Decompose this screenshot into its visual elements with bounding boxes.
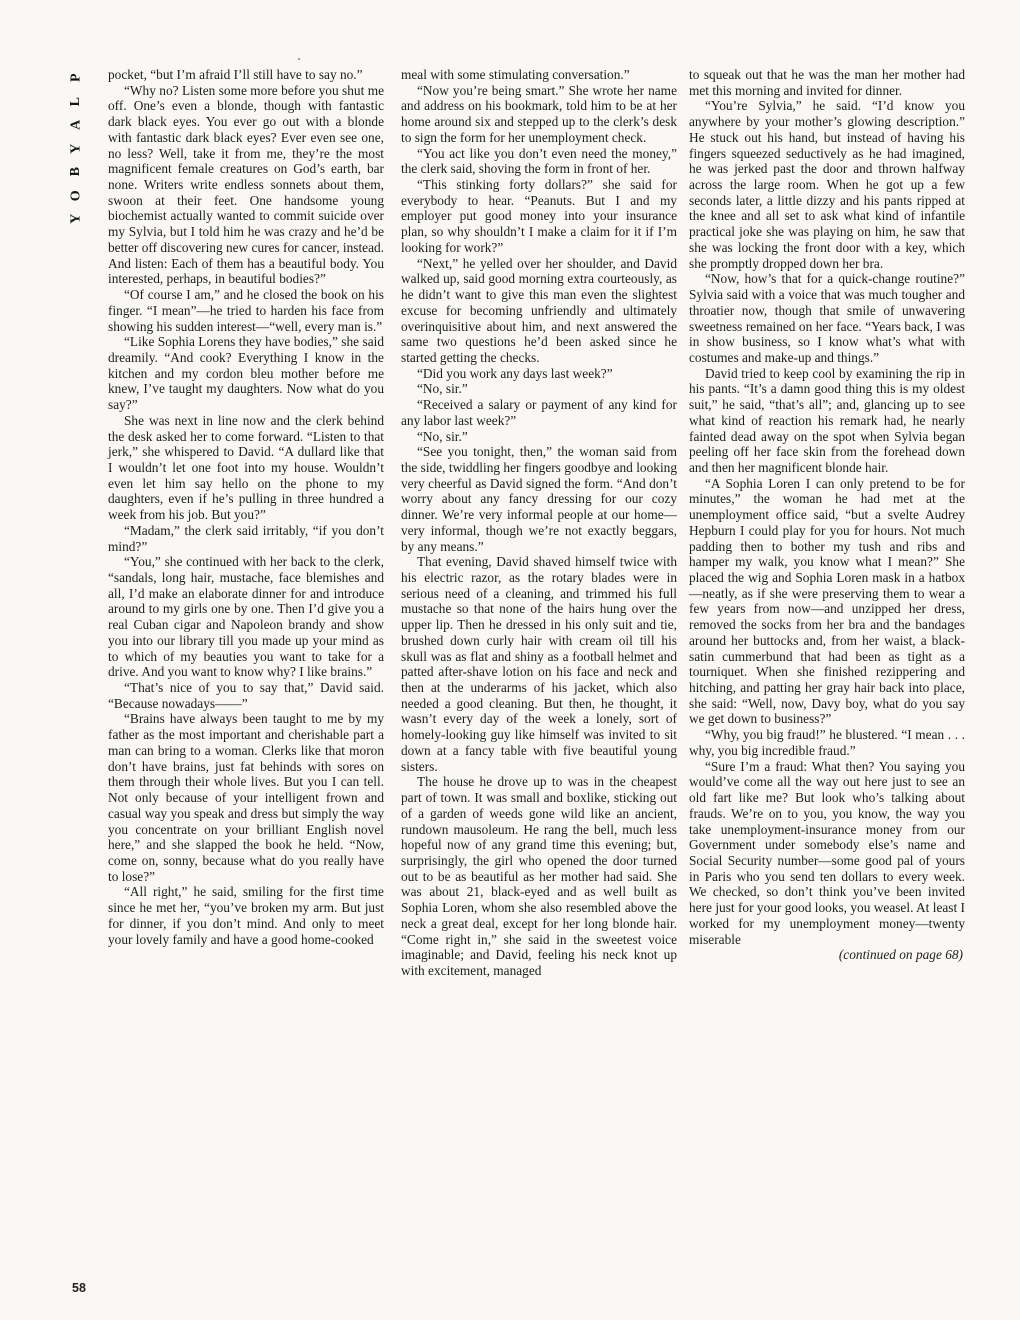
text-column-1 — [108, 67, 384, 947]
masthead-letter: A — [68, 119, 84, 130]
print-speck — [298, 58, 300, 60]
article-paragraph: “Why no? Listen some more before you shut me off. One’s even a blonde, though with fantastic dark black eyes. You ever go out with a blonde with fantastic dark black eyes? Ever even see one, no less? Well, take it from me, they’re the most magnificent female creatures on God’s earth, bar none. Writers write endless sonnets about them, swoon at their feet. One handsome young biochemist actually wanted to commit suicide over my Sylvia, but I told him he was crazy and he’d be better off discovering new cures for cancer, instead. And listen: Each of them has a beautiful body. You interested, perhaps, in beautiful bodies?” — [108, 82, 384, 287]
masthead-letter: L — [68, 96, 84, 106]
article-paragraph: “See you tonight, then,” the woman said from the side, twiddling her fingers goodbye and looking very cheerful as David signed the form. “And don’t worry about any fancy dressing for our cozy dinner. We’re very informal people at our home—very informal, though we’re not exactly beggars, by any means.” — [401, 444, 677, 554]
article-paragraph: “Why, you big fraud!” he blustered. “I mean . . . why, you big incredible fraud.” — [689, 727, 965, 758]
masthead-letter: B — [68, 167, 84, 177]
masthead-letter: Y — [68, 213, 84, 224]
article-paragraph: That evening, David shaved himself twice with his electric razor, as the rotary blades were in serious need of a cleaning, and trimmed his full mustache so that none of the hairs hung over the upper lip. Then he dressed in his only suit and tie, brushed down curly hair with cream oil till his skull was as flat and shiny as a football helmet and patted after-shave lotion on his face and neck and then at the underarms of his jacket, which also needed a good cleaning. But then, he thought, it wasn’t every day of the week a lonely, sort of homely-looking guy like himself was invited to sit down at a fancy table with five beautiful young sisters. — [401, 554, 677, 774]
page-number: 58 — [72, 1281, 86, 1295]
continuation-note: (continued on page 68) — [838, 947, 963, 963]
article-paragraph: “No, sir.” — [417, 428, 468, 444]
article-paragraph: to squeak out that he was the man her mother had met this morning and invited for dinner. — [689, 67, 965, 98]
article-paragraph: “This stinking forty dollars?” she said for everybody to hear. “Peanuts. But I and my employer put good money into your insurance plan, so why shouldn’t I make a claim for it if I’m looking for work?” — [401, 177, 677, 255]
article-paragraph: “Of course I am,” and he closed the book on his finger. “I mean”—he tried to harden his face from showing his sudden interest—“well, every man is.” — [108, 287, 384, 334]
article-paragraph: “Received a salary or payment of any kind for any labor last week?” — [401, 397, 677, 428]
article-paragraph: The house he drove up to was in the cheapest part of town. It was small and boxlike, sticking out of a garden of weeds gone wild like an ancient, rundown mausoleum. He rang the bell, much less hopeful now of any grand time this evening; but, surprisingly, the girl who opened the door turned out to be as beautiful as her mother had said. She was about 21, black-eyed and as well built as Sophia Loren, whom she also resembled above the neck a great deal, except for her long blonde hair. “Come right in,” she said in the sweetest voice imaginable; and David, feeling his neck knot up with excitement, managed — [401, 774, 677, 978]
article-paragraph: “Did you work any days last week?” — [417, 365, 613, 381]
article-paragraph: meal with some stimulating conversation.” — [401, 67, 630, 82]
text-column-2 — [401, 67, 677, 979]
masthead-letter: O — [68, 189, 84, 201]
article-paragraph: “You,” she continued with her back to the clerk, “sandals, long hair, mustache, face blemishes and all, I’d make an elaborate dinner for and introduce around to my girls one by one. Then I’d give you a real Cuban cigar and Napoleon brandy and show you into our library till you made up your mind as to which of my beauties you want to take for a drive. And you want to know why? I like brains.” — [108, 554, 384, 680]
article-paragraph: “You’re Sylvia,” he said. “I’d know you anywhere by your mother’s glowing description.” He stuck out his hand, but instead of having his fingers squeezed seductively as he had imagined, he was jerked past the door and thrown halfway across the large room. When he got up a few seconds later, a little dizzy and his pants ripped at the knee and all set to ask what kind of infantile practical joke she was playing on him, he saw that she was locking the front door with a key, which she promptly dropped down her bra. — [689, 98, 965, 271]
masthead-letter: Y — [68, 143, 84, 154]
article-paragraph: “All right,” he said, smiling for the first time since he met her, “you’ve broken my arm. But just for dinner, if you don’t mind. And only to meet your lovely family and have a good home-cooked — [108, 884, 384, 947]
article-paragraph: “You act like you don’t even need the money,” the clerk said, shoving the form in front of her. — [401, 145, 677, 177]
article-paragraph: “That’s nice of you to say that,” David said. “Because nowadays——” — [108, 680, 384, 711]
article-paragraph: “Brains have always been taught to me by my father as the most important and cherishable part a man can bring to a woman. Clerks like that moron don’t have brains, just fat behinds with sores on them through their whole lives. But you I can tell. Not only because of your intelligent frown and casual way you speak and dress but simply the way you concentrate on your brilliant English novel here,” and she slapped the book he held. “Now, come on, sonny, because what do you really have to lose?” — [108, 711, 384, 884]
article-paragraph: David tried to keep cool by examining the rip in his pants. “It’s a damn good thing this is my oldest suit,” he said, “that’s all”; and, glancing up to see what kind of reaction his remark had, he nearly fainted dead away on the spot when Sylvia began peeling off her face skin from the forehead down and then her magnificent blonde hair. — [689, 365, 965, 475]
masthead — [60, 66, 92, 231]
article-paragraph: “Next,” he yelled over her shoulder, and David walked up, said good morning extra courteously, as he didn’t want to give this man even the slightest excuse for becoming unfriendly and ultimately overinquisitive about him, and next answered the same two questions he’d been asked since he started getting the checks. — [401, 255, 677, 365]
article-paragraph: “Now you’re being smart.” She wrote her name and address on his bookmark, told him to be at her home around six and stepped up to the clerk’s desk to sign the form for her unemployment check. — [401, 82, 677, 145]
text-column-3 — [689, 67, 965, 963]
article-paragraph: “Like Sophia Lorens they have bodies,” she said dreamily. “And cook? Everything I know in the kitchen and my cordon bleu mother before me knew, I’ve taught my daughters. Now what do you say?” — [108, 334, 384, 413]
article-paragraph: “Now, how’s that for a quick-change routine?” Sylvia said with a voice that was much tougher and throatier now, though that smile of unwavering sweetness remained on her face. “Years back, I was in show business, so I know what’s what with costumes and make-up and things.” — [689, 271, 965, 365]
article-paragraph: “A Sophia Loren I can only pretend to be for minutes,” the woman he had met at the unemployment office said, “but a svelte Audrey Hepburn I could play for you for hours. Not much padding then to bother my tush and ribs and hamper my walk, you know what I mean?” She placed the wig and Sophia Loren mask in a hatbox—neatly, as if she were preserving them to wear a few years from now—and unzipped her dress, removed the socks from her bra and the bandages around her buttocks and, from her waist, a black-satin cummerbund that had been as tight as a tourniquet. When she finished rezippering and hitching, and patting her gray hair back into place, she said: “Well, now, Davy boy, what do you say we get down to business?” — [689, 475, 965, 727]
article-paragraph: She was next in line now and the clerk behind the desk asked her to come forward. “Listen to that jerk,” she whispered to David. “A dullard like that I wouldn’t let one foot into my house. Wouldn’t even let him say hello on the phone to my daughters, even if he’s pulling in three hundred a week from his job. But you?” — [108, 412, 384, 523]
article-paragraph: “No, sir.” — [417, 381, 468, 397]
masthead-letter: P — [68, 73, 84, 83]
article-paragraph: “Sure I’m a fraud: What then? You saying you would’ve come all the way out here just to see an old fart like me? But look who’s talking about frauds. We’re on to you, you know, the way you take unemployment-insurance money from our Government under somebody else’s name and Social Security number—some good pal of yours in Paris who you send ten dollars to every week. We checked, so don’t think you’ve been invited here just for your good looks, you weasel. At least I worked for my unemployment money—twenty miserable — [689, 758, 965, 947]
article-paragraph: pocket, “but I’m afraid I’ll still have to say no.” — [108, 67, 363, 82]
article-paragraph: “Madam,” the clerk said irritably, “if you don’t mind?” — [108, 522, 384, 554]
